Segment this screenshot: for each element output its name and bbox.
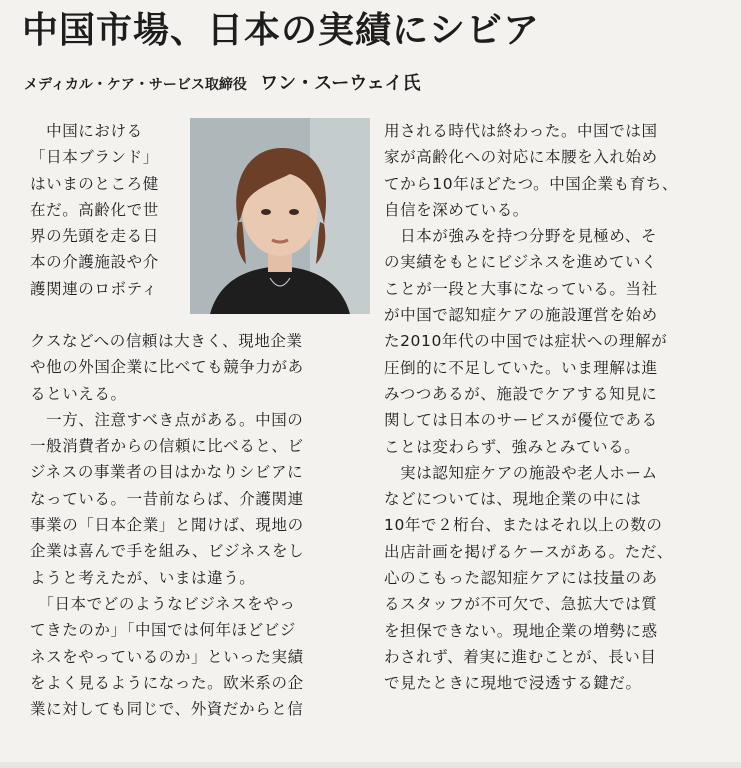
text-line: の実績をもとにビジネスを進めていく [384,253,658,272]
text-line: や他の外国企業に比べても競争力があ [30,358,304,377]
text-line: で見たときに現地で浸透する鍵だ。 [384,674,642,693]
text-line: るといえる。 [30,384,127,403]
text-line: ようと考えたが、いまは違う。 [30,568,256,587]
byline-role: メディカル・ケア・サービス取締役 [24,77,247,93]
text-line: クスなどへの信頼は大きく、現地企業 [30,332,303,350]
article-column-2 [384,118,729,697]
text-line: 本の介護施設や介 [30,253,159,272]
text-line: を担保できない。現地企業の増勢に惑 [384,621,658,640]
text-line: 用される時代は終わった。中国では国 [384,122,658,140]
text-line: た2010年代の中国では症状への理解が [384,332,668,351]
text-line: なっている。一昔前ならば、介護関連 [30,489,304,508]
text-line: わされず、着実に進むことが、長い目 [384,647,657,666]
text-line: ことは変わらず、強みとみている。 [384,437,641,456]
text-line: などについては、現地企業の中には [384,490,642,509]
text-line: 在だ。高齢化で世 [30,200,159,219]
text-line: 10年で２桁台、またはそれ以上の数の [384,516,663,535]
text-line: ネスをやっているのか」といった実績 [30,647,304,666]
text-line: てきたのか」「中国では何年ほどビジ [30,621,296,640]
text-line: が中国で認知症ケアの施設運営を始め [384,306,658,325]
text-line: 事業の「日本企業」と聞けば、現地の [30,516,304,535]
byline [24,74,724,95]
text-line: 業に対しても同じで、外資だからと信 [30,700,304,719]
portrait-illustration [190,118,370,314]
page-bottom-edge [0,762,741,768]
text-line: 護関連のロボティ [30,279,158,298]
text-line: 一般消費者からの信頼に比べると、ビ [30,437,304,456]
text-line: るスタッフが不可欠で、急拡大では質 [384,595,658,614]
text-line: 一方、注意すべき点がある。中国の [30,410,304,429]
text-line: 企業は喜んで手を組み、ビジネスをし [30,542,305,561]
byline-name: ワン・スーウェイ氏 [260,73,421,94]
text-line: 「日本ブランド」 [30,148,159,167]
text-line: 家が高齢化への対応に本腰を入れ始め [384,148,658,167]
text-line: 自信を深めている。 [384,200,529,219]
text-line: 「日本でどのようなビジネスをやっ [30,594,296,613]
text-line: 出店計画を掲げるケースがある。ただ、 [384,542,674,561]
text-line: はいまのところ健 [30,174,159,193]
text-line: 日本が強みを持つ分野を見極め、そ [384,227,658,246]
article-column-1-bottom [30,328,370,722]
text-line: てから10年ほどたつ。中国企業も育ち、 [384,174,679,193]
text-line: をよく見るようになった。欧米系の企 [30,673,304,692]
article-headline: 中国市場、日本の実績にシビア [22,10,541,51]
text-line: 界の先頭を走る日 [30,227,159,246]
text-line: 実は認知症ケアの施設や老人ホーム [384,463,658,482]
text-line: ジネスの事業者の目はかなりシビアに [30,463,304,482]
article-column-1-top [30,118,185,302]
portrait-photo [190,118,370,314]
text-line: 心のこもった認知症ケアには技量のあ [384,569,658,588]
text-line: 関しては日本のサービスが優位である [384,411,658,430]
text-line: みつつあるが、施設でケアする知見に [384,384,658,403]
text-line: ことが一段と大事になっている。当社 [384,279,658,298]
text-line: 圧倒的に不足していた。いま理解は進 [384,358,658,377]
text-line: 中国における [30,122,143,140]
